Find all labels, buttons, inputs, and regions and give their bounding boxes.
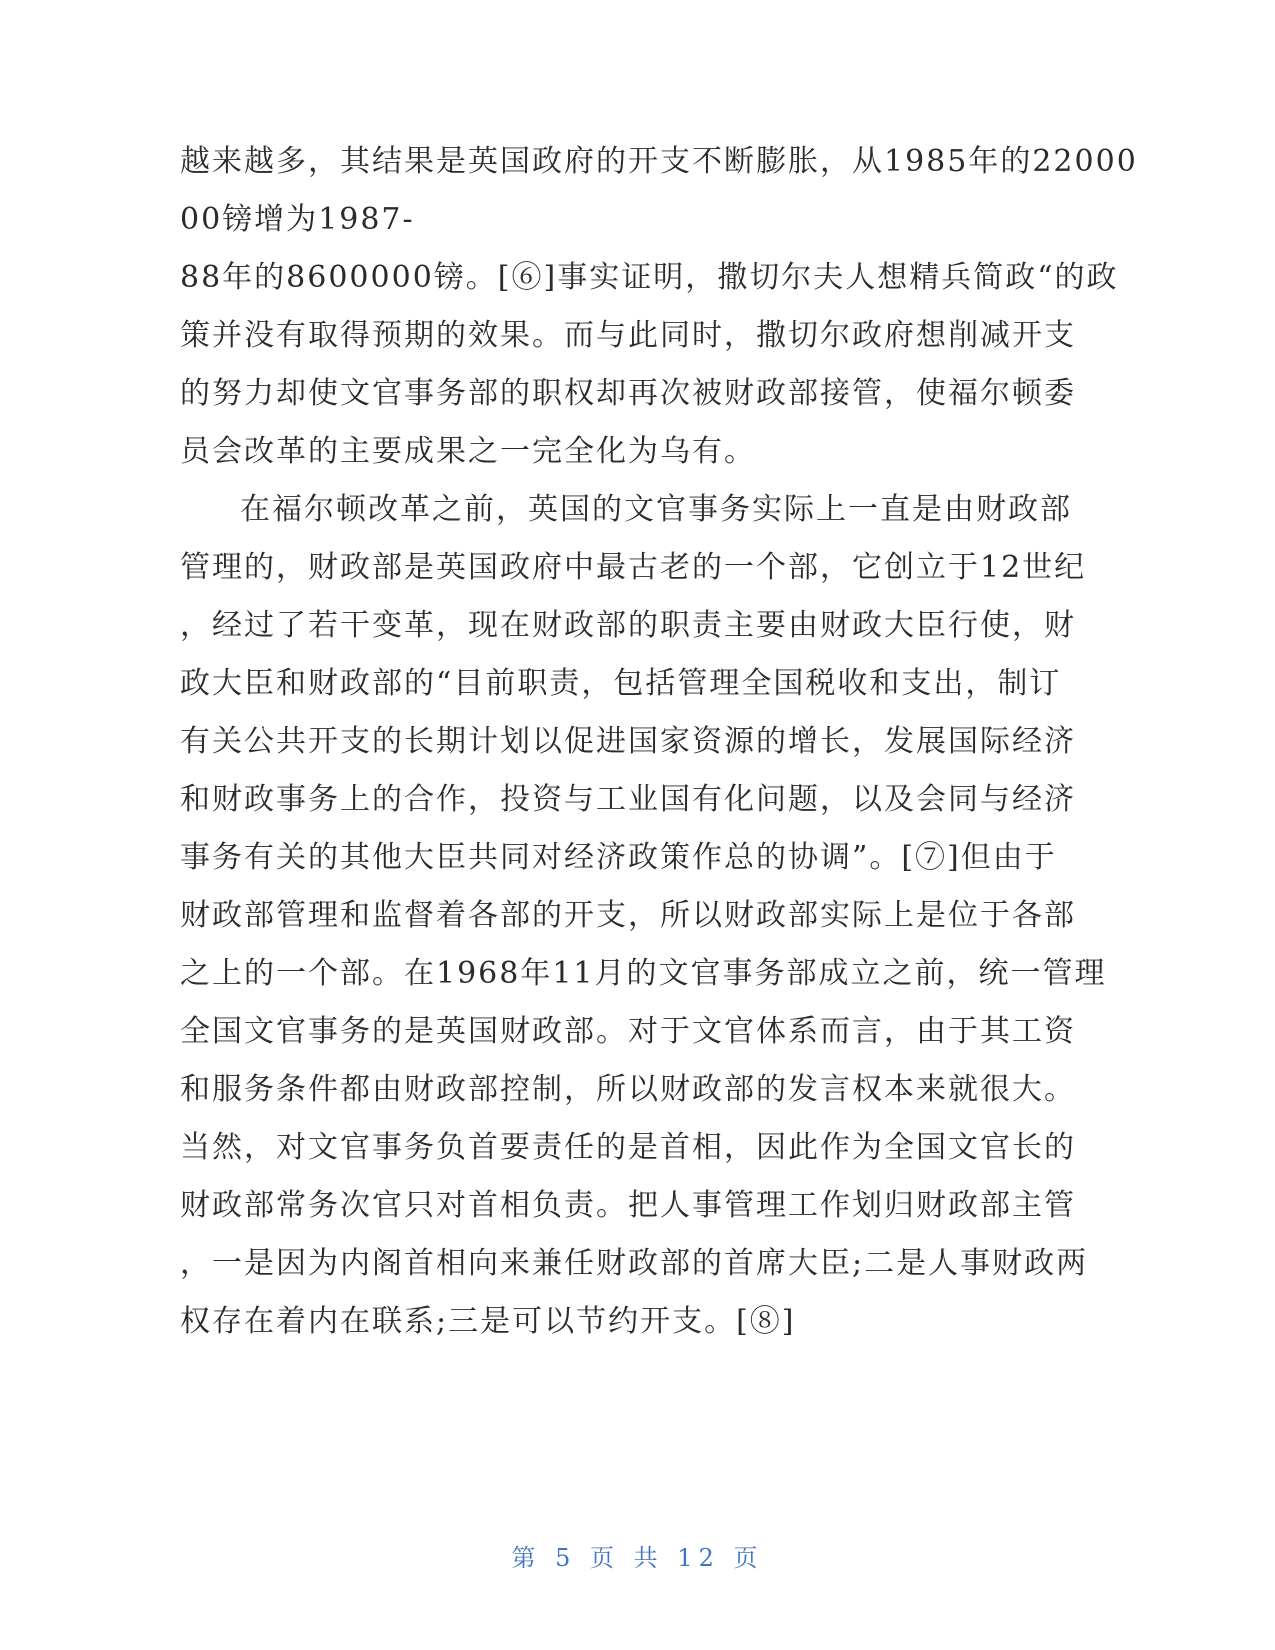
text-line: 有关公共开支的长期计划以促进国家资源的增长，发展国际经济 (180, 724, 1076, 759)
text-line: 越来越多，其结果是英国政府的开支不断膨胀，从1985年的22000 (180, 144, 1138, 179)
text-line: 当然，对文官事务负首要责任的是首相，因此作为全国文官长的 (180, 1130, 1076, 1165)
text-line: 之上的一个部。在1968年11月的文官事务部成立之前，统一管理 (180, 956, 1107, 991)
text-line: 和财政事务上的合作，投资与工业国有化问题，以及会同与经济 (180, 782, 1076, 817)
text-line: 权存在着内在联系;三是可以节约开支。[⑧] (180, 1304, 796, 1339)
paragraph-first-line: 在福尔顿改革之前，英国的文官事务实际上一直是由财政部 (240, 492, 1072, 527)
text-line: 事务有关的其他大臣共同对经济政策作总的协调”。[⑦]但由于 (180, 840, 1057, 875)
text-line: 和服务条件都由财政部控制，所以财政部的发言权本来就很大。 (180, 1072, 1076, 1107)
text-line: ，一是因为内阁首相向来兼任财政部的首席大臣;二是人事财政两 (180, 1246, 1089, 1281)
text-line: 00镑增为1987- (180, 202, 415, 237)
text-line: 财政部管理和监督着各部的开支，所以财政部实际上是位于各部 (180, 898, 1076, 933)
page-footer: 第 5 页 共 12 页 (511, 1544, 764, 1572)
text-line: 策并没有取得预期的效果。而与此同时，撒切尔政府想削减开支 (180, 318, 1076, 353)
text-line: ，经过了若干变革，现在财政部的职责主要由财政大臣行使，财 (180, 608, 1076, 643)
text-line: 的努力却使文官事务部的职权却再次被财政部接管，使福尔顿委 (180, 376, 1076, 411)
text-line: 88年的8600000镑。[⑥]事实证明，撒切尔夫人想精兵简政“的政 (180, 260, 1119, 295)
text-line: 政大臣和财政部的“目前职责，包括管理全国税收和支出，制订 (180, 666, 1062, 701)
text-line: 全国文官事务的是英国财政部。对于文官体系而言，由于其工资 (180, 1014, 1076, 1049)
text-line: 管理的，财政部是英国政府中最古老的一个部，它创立于12世纪 (180, 550, 1087, 585)
text-line: 员会改革的主要成果之一完全化为乌有。 (180, 434, 756, 469)
text-line: 财政部常务次官只对首相负责。把人事管理工作划归财政部主管 (180, 1188, 1076, 1223)
